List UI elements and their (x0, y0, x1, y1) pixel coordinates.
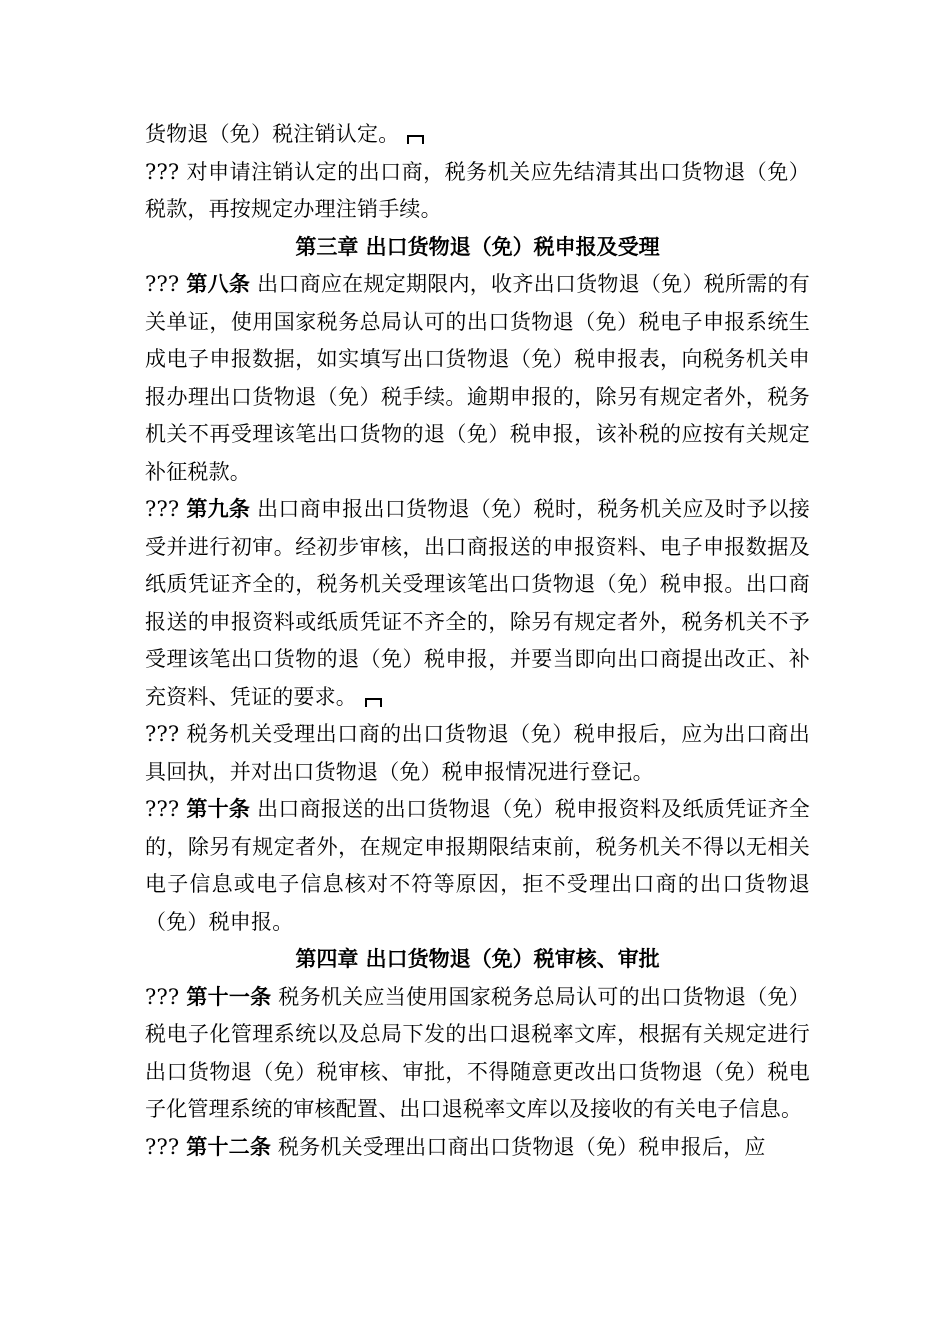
paragraph-text: 税务机关受理出口商出口货物退（免）税申报后，应 (277, 1134, 766, 1159)
edit-mark-icon (365, 698, 382, 707)
paragraph-prefix: ??? (145, 159, 180, 184)
paragraph-text: 货物退（免）税注销认定。 (145, 122, 400, 146)
paragraph (145, 266, 810, 491)
paragraph-prefix: ??? (145, 1134, 180, 1159)
document-body (145, 116, 810, 1166)
article-number: 第十一条 (186, 984, 272, 1009)
paragraph (145, 716, 810, 791)
paragraph (145, 154, 810, 229)
paragraph (145, 979, 810, 1129)
paragraph (145, 491, 810, 716)
article-number: 第十二条 (186, 1134, 272, 1159)
chapter-heading: 第三章 出口货物退（免）税申报及受理 (295, 234, 660, 259)
chapter-heading: 第四章 出口货物退（免）税审核、审批 (295, 947, 660, 971)
paragraph-prefix: ??? (145, 722, 180, 746)
paragraph-text: 对申请注销认定的出口商，税务机关应先结清其出口货物退（免）税款，再按规定办理注销手续。 (145, 159, 810, 221)
edit-mark-icon (407, 135, 424, 144)
paragraph-text: 出口商申报出口货物退（免）税时，税务机关应及时予以接受并进行初审。经初步审核，出口商报送的申报资料、电子申报数据及纸质凭证齐全的，税务机关受理该笔出口货物退（免）税申报。出口商报送的申报资料或纸质凭证不齐全的，除另有规定者外，税务机关不予受理该笔出口货物的退（免）税申报，并要当即向出口商提出改正、补充资料、凭证的要求。 (145, 497, 810, 709)
article-number: 第八条 (186, 272, 251, 296)
article-number: 第十条 (186, 797, 251, 821)
paragraph-text: 税务机关应当使用国家税务总局认可的出口货物退（免）税电子化管理系统以及总局下发的出口退税率文库，根据有关规定进行出口货物退（免）税审核、审批，不得随意更改出口货物退（免）税电子化管理系统的审核配置、出口退税率文库以及接收的有关电子信息。 (145, 984, 810, 1121)
paragraph-text: 出口商应在规定期限内，收齐出口货物退（免）税所需的有关单证，使用国家税务总局认可的出口货物退（免）税电子申报系统生成电子申报数据，如实填写出口货物退（免）税申报表，向税务机关申报办理出口货物退（免）税手续。逾期申报的，除另有规定者外，税务机关不再受理该笔出口货物的退（免）税申报，该补税的应按有关规定补征税款。 (145, 272, 810, 484)
paragraph (145, 116, 810, 154)
paragraph-prefix: ??? (145, 497, 180, 521)
paragraph-text: 出口商报送的出口货物退（免）税申报资料及纸质凭证齐全的，除另有规定者外，在规定申报期限结束前，税务机关不得以无相关电子信息或电子信息核对不符等原因，拒不受理出口商的出口货物退（免）税申报。 (145, 797, 810, 934)
article-number: 第九条 (186, 497, 251, 521)
paragraph-text: 税务机关受理出口商的出口货物退（免）税申报后，应为出口商出具回执，并对出口货物退（免）税申报情况进行登记。 (145, 722, 810, 784)
paragraph-prefix: ??? (145, 984, 180, 1009)
paragraph-prefix: ??? (145, 272, 180, 296)
paragraph-prefix: ??? (145, 797, 180, 821)
paragraph (145, 1129, 810, 1167)
paragraph (145, 791, 810, 941)
